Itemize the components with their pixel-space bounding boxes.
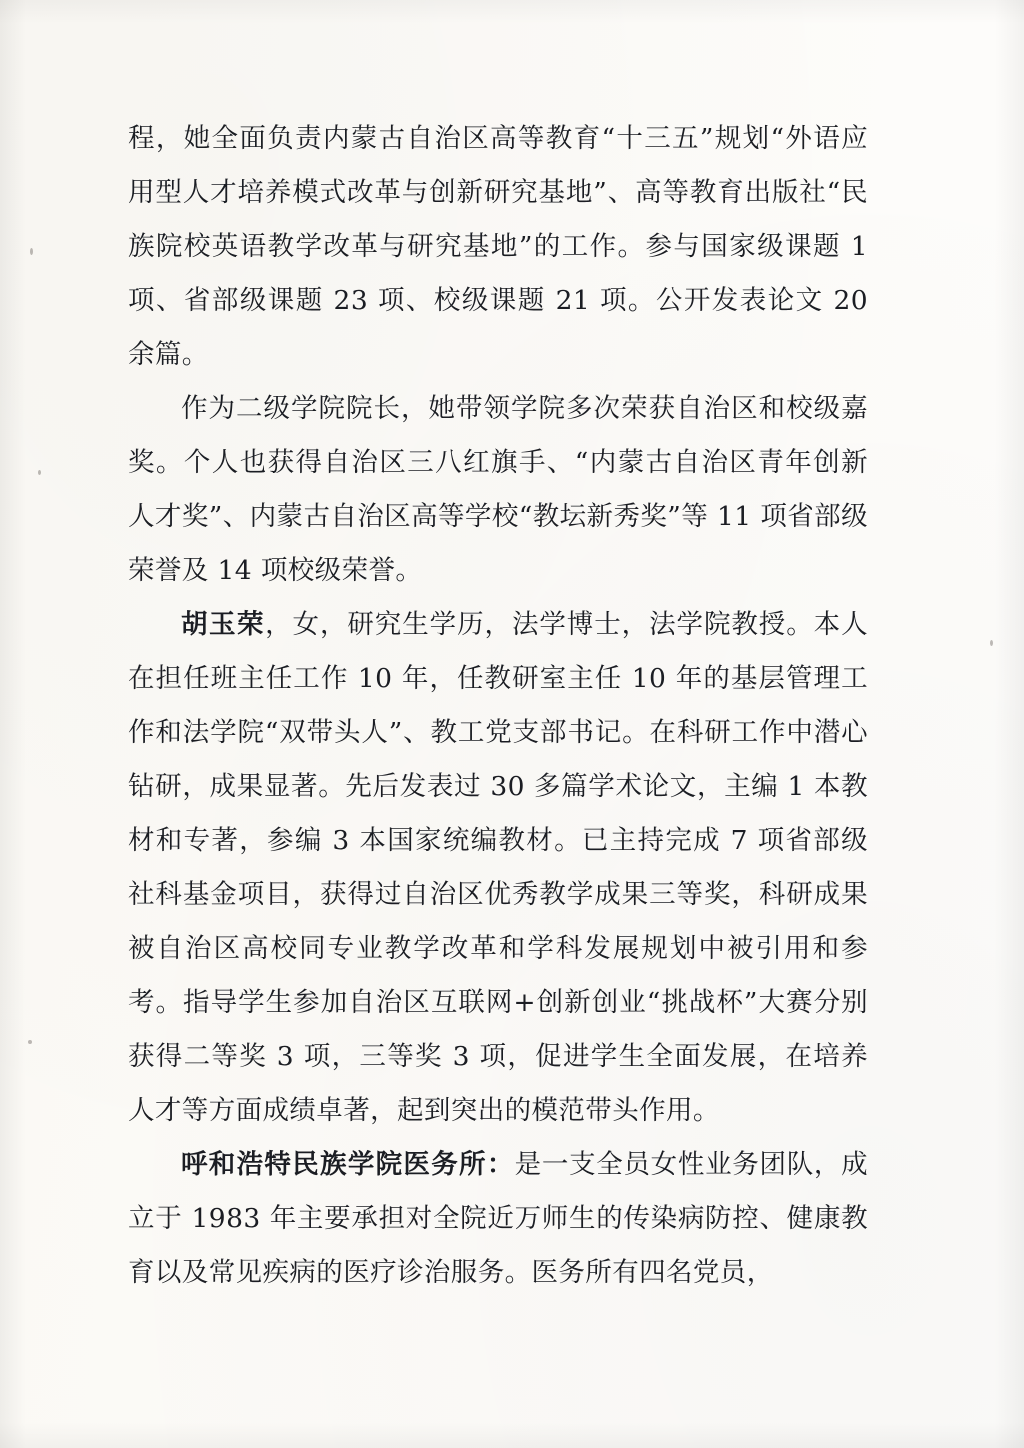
paragraph [128, 598, 868, 1138]
paragraph-lead-name: 呼和浩特民族学院医务所： [181, 1149, 515, 1180]
page-edge-shadow-bottom [0, 1422, 1024, 1448]
document-body [128, 112, 868, 1300]
paragraph-text: 程，她全面负责内蒙古自治区高等教育“十三五”规划“外语应用型人才培养模式改革与创新研究基地”、高等教育出版社“民族院校英语教学改革与研究基地”的工作。参与国家级课题 1 项、省部级课题 23 项、校级课题 21 项。公开发表论文 20 余篇。 [128, 123, 868, 370]
scan-speck [990, 640, 993, 646]
scan-speck [28, 1040, 32, 1044]
page-edge-shadow-top [0, 0, 1024, 24]
paragraph-lead-name: 胡玉荣 [181, 609, 266, 640]
scan-speck [30, 248, 33, 255]
page-edge-shadow-right [994, 0, 1024, 1448]
paragraph-text: 作为二级学院院长，她带领学院多次荣获自治区和校级嘉奖。个人也获得自治区三八红旗手、“内蒙古自治区青年创新人才奖”、内蒙古自治区高等学校“教坛新秀奖”等 11 项省部级荣誉及 14 项校级荣誉。 [128, 393, 868, 586]
paragraph [128, 112, 868, 382]
scan-speck [38, 470, 41, 475]
paragraph [128, 382, 868, 598]
page-edge-shadow-left [0, 0, 26, 1448]
paragraph [128, 1138, 868, 1300]
paragraph-text: ，女，研究生学历，法学博士，法学院教授。本人在担任班主任工作 10 年，任教研室主任 10 年的基层管理工作和法学院“双带头人”、教工党支部书记。在科研工作中潜心钻研，成果显著。先后发表过 30 多篇学术论文，主编 1 本教材和专著，参编 3 本国家统编教材。已主持完成 7 项省部级社科基金项目，获得过自治区优秀教学成果三等奖，科研成果被自治区高校同专业教学改革和学科发展规划中被引用和参考。指导学生参加自治区互联网+创新创业“挑战杯”大赛分别获得二等奖 3 项，三等奖 3 项，促进学生全面发展，在培养人才等方面成绩卓著，起到突出的模范带头作用。 [128, 609, 868, 1126]
paragraph-text: 是一支全员女性业务团队，成立于 1983 年主要承担对全院近万师生的传染病防控、健康教育以及常见疾病的医疗诊治服务。医务所有四名党员， [128, 1149, 869, 1288]
